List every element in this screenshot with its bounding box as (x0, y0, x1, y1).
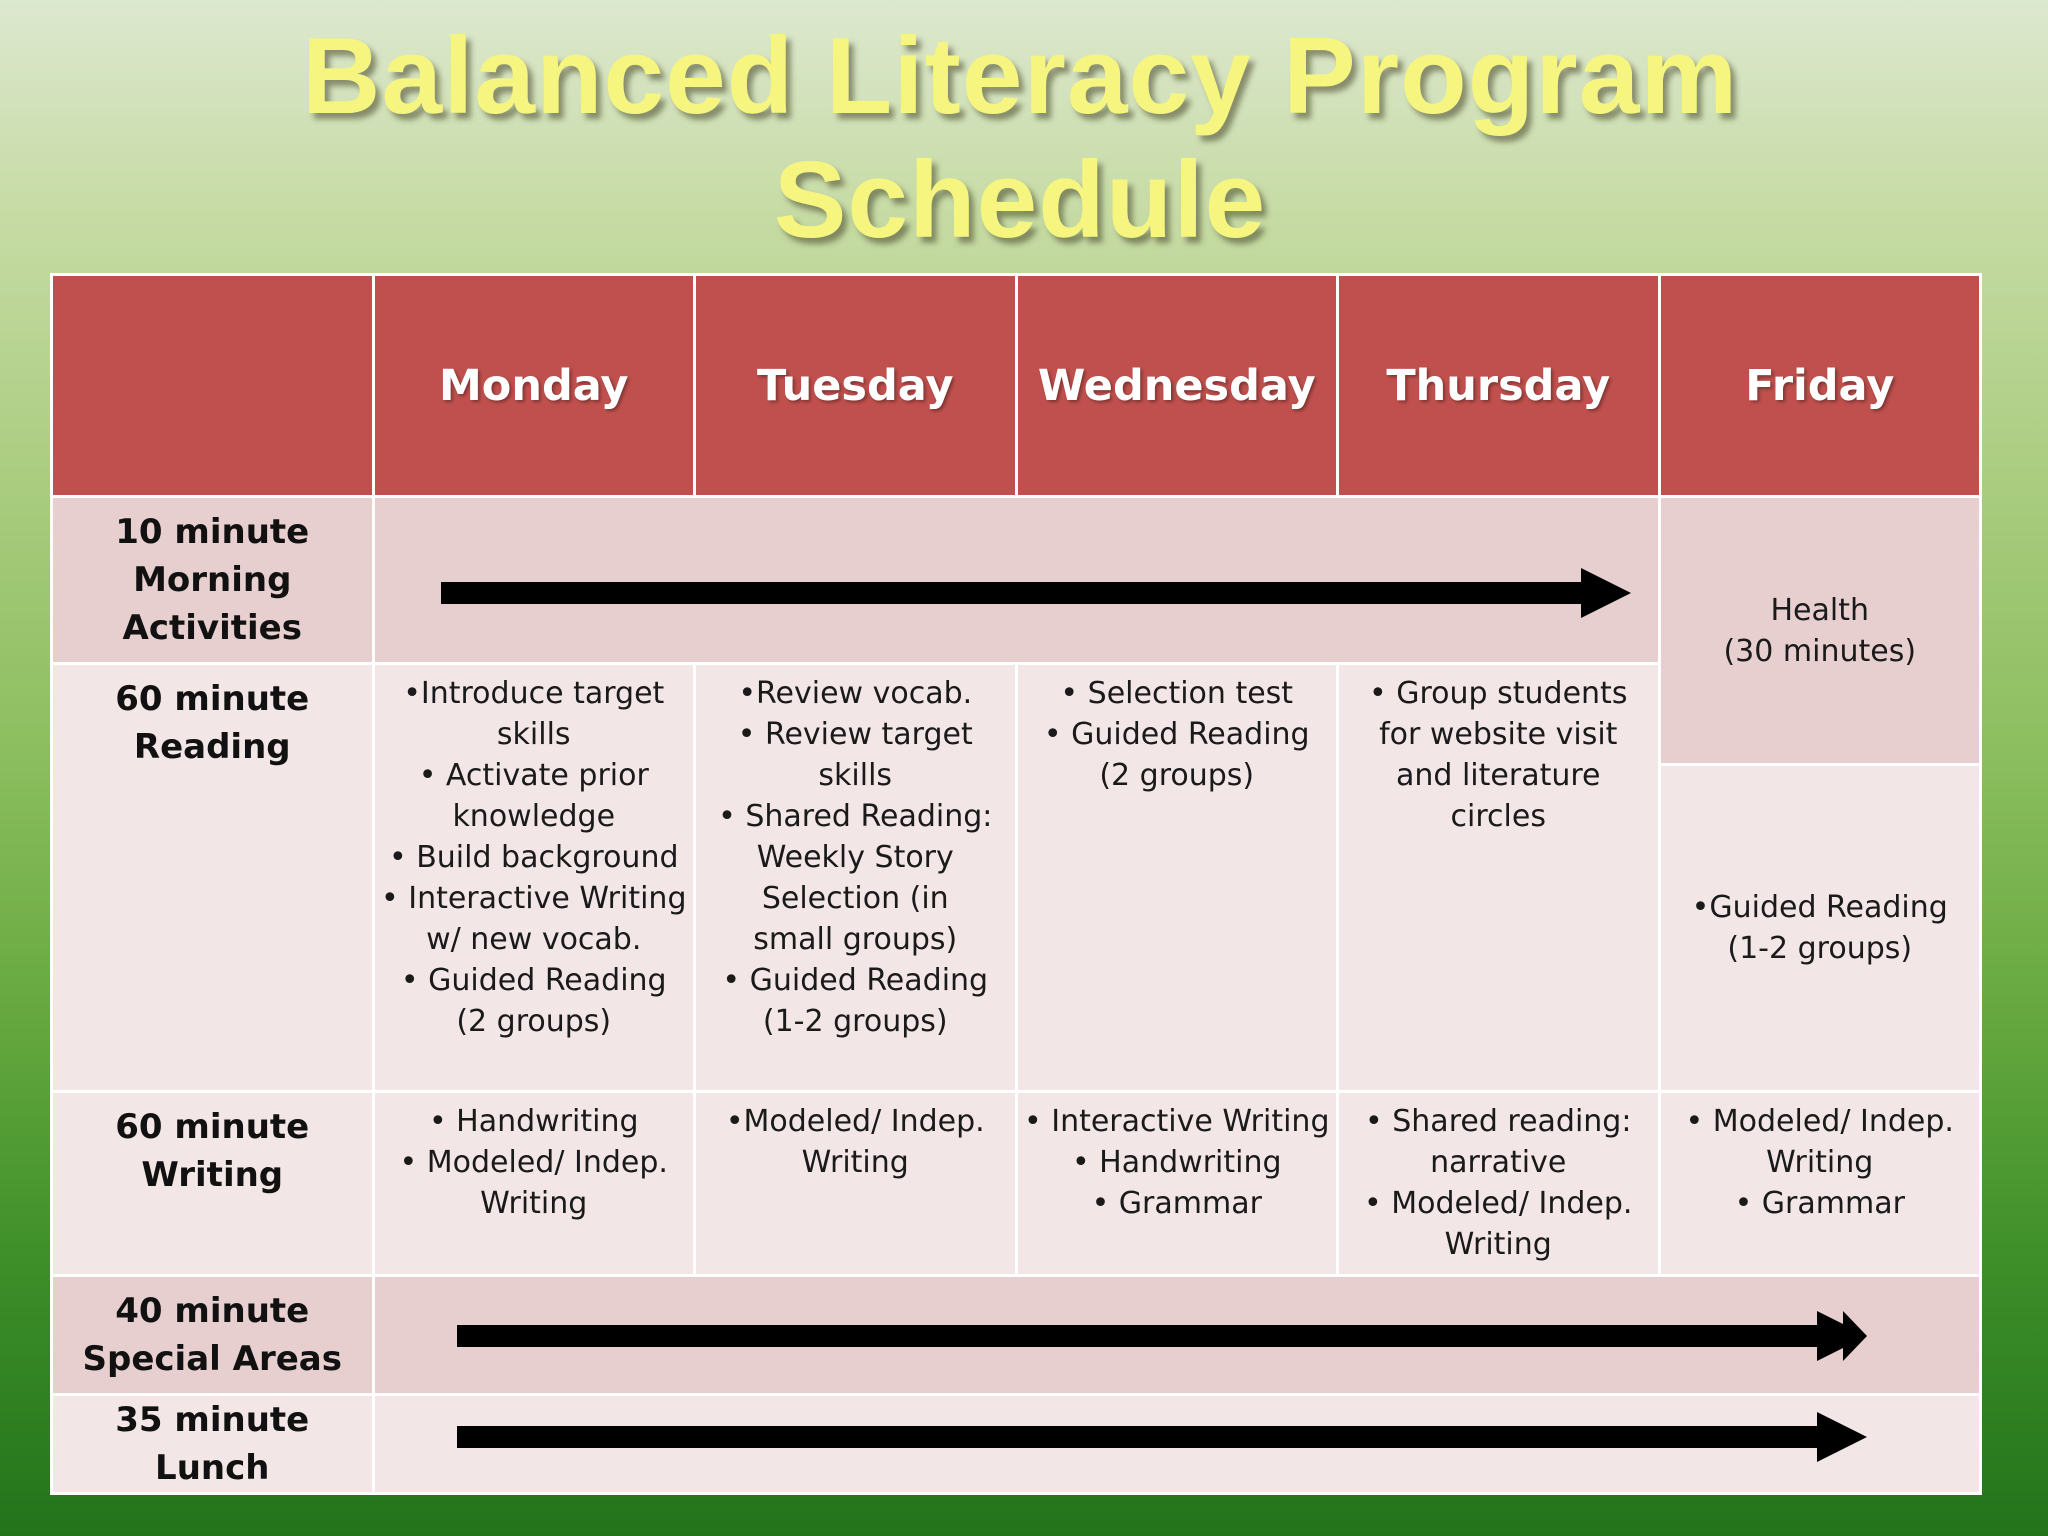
writing-monday (373, 1092, 695, 1276)
arrow-right-icon (441, 568, 1631, 618)
schedule-table-wrap (50, 273, 1982, 1488)
writing-wednesday-text: • Interactive Writing • Handwriting • Grammar (1023, 1104, 1330, 1221)
reading-thursday-text: • Group students for website visit and literature circles (1369, 676, 1628, 834)
row-label-morning-text: 10 minute Morning Activities (115, 512, 310, 648)
friday-health-text: Health (30 minutes) (1723, 592, 1917, 669)
writing-tuesday (695, 1092, 1017, 1276)
header-tuesday: Tuesday (695, 275, 1017, 497)
title-line-2: Schedule (773, 139, 1267, 261)
writing-tuesday-text: •Modeled/ Indep. Writing (725, 1104, 985, 1180)
writing-monday-text: • Handwriting • Modeled/ Indep. Writing (399, 1104, 668, 1221)
row-morning (52, 497, 1981, 664)
arrow-right-icon (457, 1412, 1867, 1462)
arrow-right-icon (457, 1311, 1867, 1361)
row-label-lunch-text: 35 minute Lunch (115, 1400, 310, 1488)
row-label-special-areas (52, 1276, 374, 1395)
writing-friday-text: • Modeled/ Indep. Writing • Grammar (1685, 1104, 1954, 1221)
header-wednesday: Wednesday (1016, 275, 1338, 497)
row-label-special-areas-text: 40 minute Special Areas (82, 1291, 342, 1379)
reading-tuesday-text: •Review vocab. • Review target skills • Shared Reading: Weekly Story Selection (in small groups) • Guided Reading (1-2 groups) (718, 676, 993, 1039)
row-special-areas (52, 1276, 1981, 1395)
reading-monday (373, 664, 695, 1092)
header-row (52, 275, 1981, 497)
reading-tuesday (695, 664, 1017, 1092)
schedule-table (50, 273, 1982, 1495)
row-label-morning (52, 497, 374, 664)
row-label-reading (52, 664, 374, 1092)
writing-thursday-text: • Shared reading: narrative • Modeled/ Indep. Writing (1364, 1104, 1633, 1262)
slide-title (0, 14, 2040, 262)
row-label-writing (52, 1092, 374, 1276)
writing-wednesday (1016, 1092, 1338, 1276)
row-label-writing-text: 60 minute Writing (115, 1107, 310, 1195)
header-friday: Friday (1659, 275, 1981, 497)
lunch-span (373, 1395, 1981, 1494)
writing-friday (1659, 1092, 1981, 1276)
title-line-1: Balanced Literacy Program (301, 15, 1739, 137)
reading-thursday (1338, 664, 1660, 1092)
morning-span (373, 497, 1659, 664)
special-areas-span (373, 1276, 1981, 1395)
header-monday: Monday (373, 275, 695, 497)
row-lunch (52, 1395, 1981, 1494)
friday-guided-reading-cell (1659, 765, 1981, 1092)
reading-monday-text: •Introduce target skills • Activate prior knowledge • Build background • Interactive Writing w/ new vocab. • Guided Reading (2 groups) (380, 676, 687, 1039)
writing-thursday (1338, 1092, 1660, 1276)
reading-wednesday-text: • Selection test • Guided Reading (2 groups) (1043, 676, 1310, 793)
row-label-lunch (52, 1395, 374, 1494)
header-thursday: Thursday (1338, 275, 1660, 497)
friday-guided-reading-text: •Guided Reading (1-2 groups) (1691, 890, 1948, 966)
friday-health-cell (1659, 497, 1981, 765)
reading-wednesday (1016, 664, 1338, 1092)
header-corner (52, 275, 374, 497)
row-writing (52, 1092, 1981, 1276)
row-label-reading-text: 60 minute Reading (115, 679, 310, 767)
